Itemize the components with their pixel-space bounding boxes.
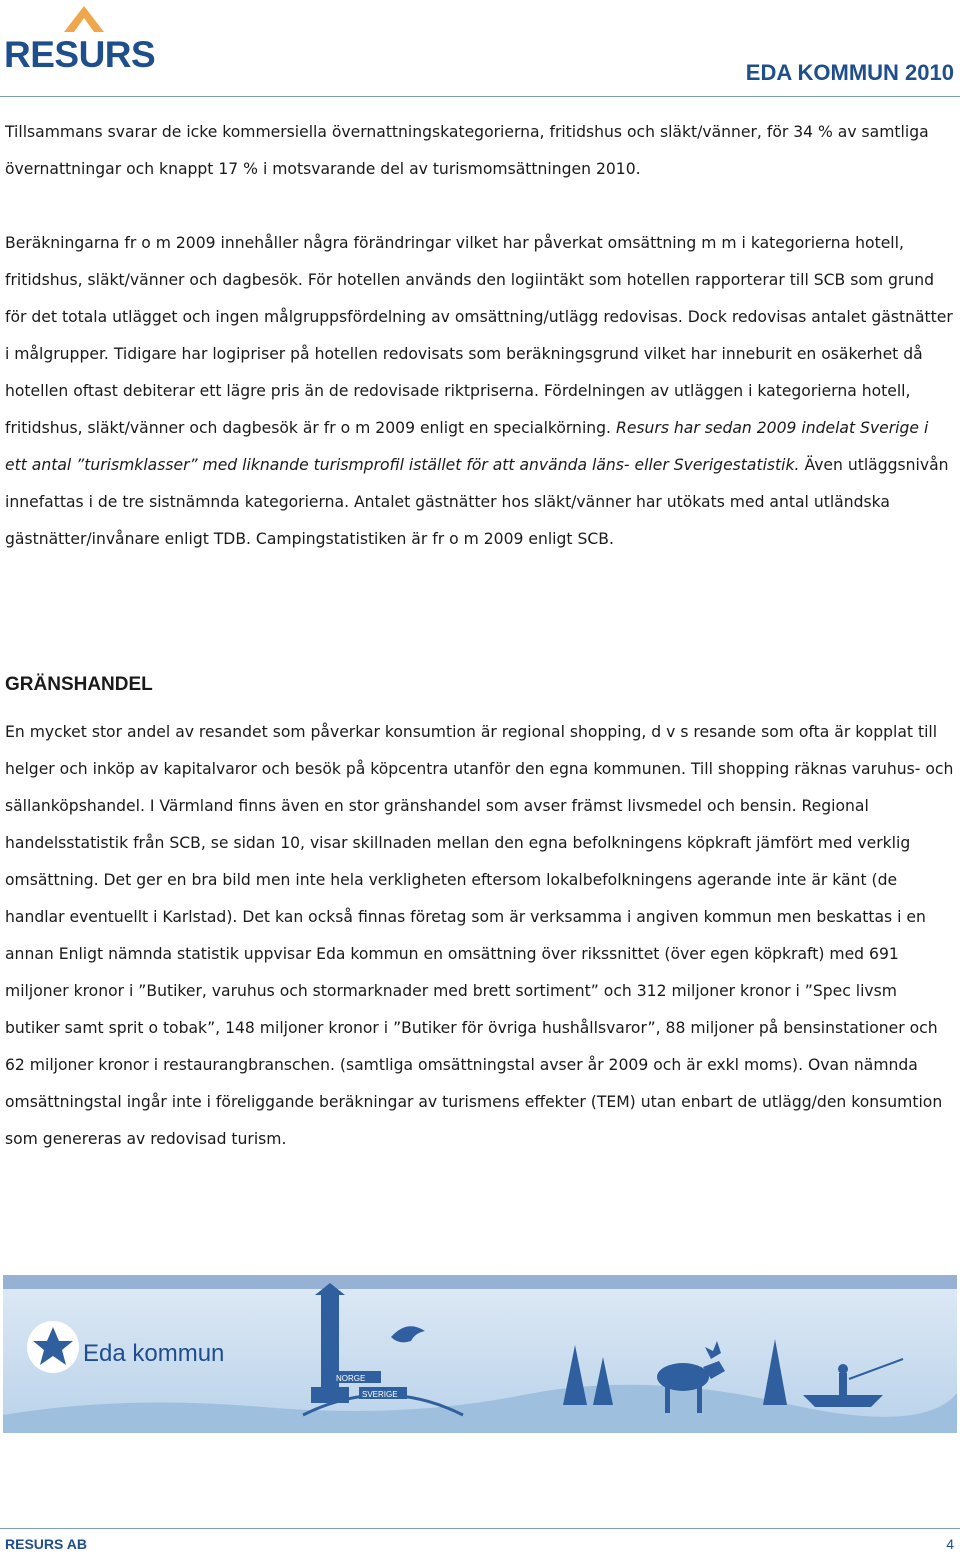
method-text-b: Även utläggsnivån innefattas i de tre sistnämnda kategorierna. Antalet gästnätter hos släkt/vänner har utökats med antal utländska gästnätter/invånare enligt TDB. Campingstatistiken är fr o m 2009 enligt SCB. <box>5 456 949 548</box>
resurs-logo <box>4 4 156 84</box>
banner-brand-text: Eda kommun <box>83 1340 225 1367</box>
svg-text:NORGE: NORGE <box>336 1374 366 1383</box>
method-text-a: Beräkningarna fr o m 2009 innehåller några förändringar vilket har påverkat omsättning m m i kategorierna hotell, fritidshus, släkt/vänner och dagbesök. För hotellen används den logiintäkt som hotellen rapporterar till SCB som grund för det totala utlägget och ingen målgruppsfördelning av omsättning/utlägg redovisas. Dock redovisas antalet gästnätter i målgrupper. Tidigare har logipriser på hotellen redovisats som beräkningsgrund vilket har inneburit en osäkerhet då hotellen oftast debiterar ett lägre pris än de redovisade riktpriserna. Fördelningen av utläggen i kategorierna hotell, fritidshus, släkt/vänner och dagbesök är fr o m 2009 enligt en specialkörning. <box>5 234 953 437</box>
paragraph-method <box>5 225 955 558</box>
footer-divider <box>0 1528 960 1529</box>
eda-kommun-banner <box>3 1275 957 1433</box>
section-heading: GRÄNSHANDEL <box>5 674 153 695</box>
method-text-italic: Resurs har sedan 2009 indelat Sverige i ett antal ”turismklasser” med liknande turismprofil istället för att använda läns- eller Sverigestatistik. <box>5 419 929 474</box>
svg-text:SVERIGE: SVERIGE <box>362 1390 398 1399</box>
star-emblem-icon <box>27 1321 79 1373</box>
header-divider <box>0 96 960 97</box>
paragraph-border-trade: En mycket stor andel av resandet som påverkar konsumtion är regional shopping, d v s resande som ofta är kopplat till helger och inköp av kapitalvaror och besök på köpcentra utanför den egna kommunen. Till shopping räknas varuhus- och sällanköpshandel. I Värmland finns även en stor gränshandel som avser främst livsmedel och bensin. Regional handelsstatistik från SCB, se sidan 10, visar skillnaden mellan den egna befolkningens köpkraft jämfört med verklig omsättning. Det ger en bra bild men inte hela verkligheten eftersom lokalbefolkningens agerande inte är känt (de handlar eventuellt i Karlstad). Det kan också finnas företag som är verksamma i angiven kommun men beskattas i en annan Enligt nämnda statistik uppvisar Eda kommun en omsättning över rikssnittet (över egen köpkraft) med 691 miljoner kronor i ”Butiker, varuhus och stormarknader med brett sortiment” och 312 miljoner kronor i ”Spec livsm butiker samt sprit o tobak”, 148 miljoner kronor i ”Butiker för övriga hushållsvaror”, 88 miljoner på bensinstationer och 62 miljoner kronor i restaurangbranschen. (samtliga omsättningstal avser år 2009 och är exkl moms). Ovan nämnda omsättningstal ingår inte i föreliggande beräkningar av turismens effekter (TEM) utan enbart de utlägg/den konsumtion som genereras av redovisad turism. <box>5 723 954 1148</box>
paragraph-summary: Tillsammans svarar de icke kommersiella övernattningskategorierna, fritidshus och släkt/vänner, för 34 % av samtliga övernattningar och knappt 17 % i motsvarande del av turismomsättningen 2010. <box>5 123 929 178</box>
page-number: 4 <box>946 1536 954 1552</box>
header-title: EDA KOMMUN 2010 <box>745 60 954 85</box>
footer-company: RESURS AB <box>5 1536 87 1552</box>
logo-text: RESURS <box>4 34 156 75</box>
